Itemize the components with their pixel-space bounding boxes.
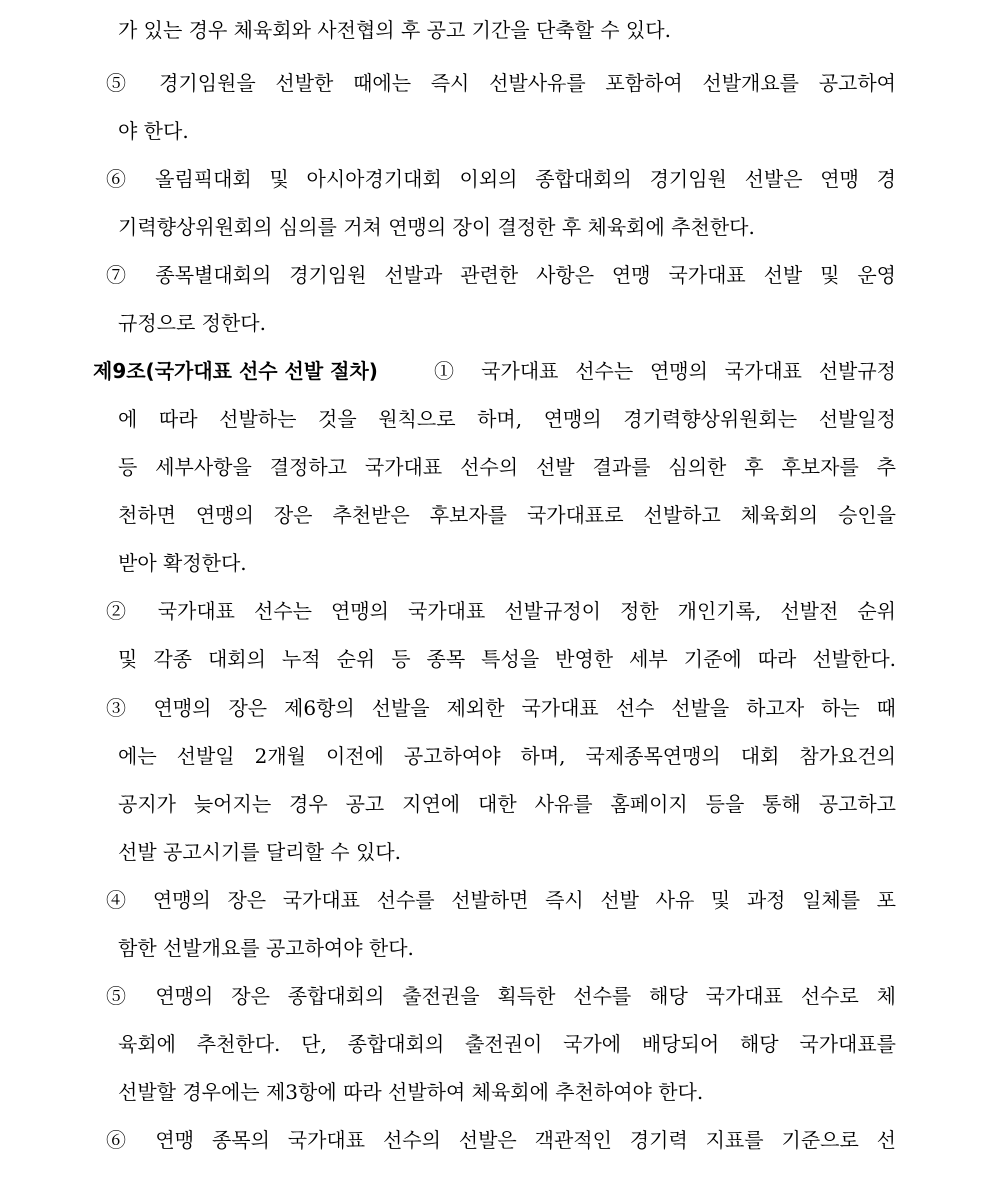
paragraph-7-line: ⑦ 종목별대회의 경기임원 선발과 관련한 사항은 연맹 국가대표 선발 및 운영 — [106, 263, 896, 287]
article-9-paragraph-4-line: ④ 연맹의 장은 국가대표 선수를 선발하면 즉시 선발 사유 및 과정 일체를 포 — [106, 888, 896, 912]
paragraph-5-line: ⑤ 경기임원을 선발한 때에는 즉시 선발사유를 포함하여 선발개요를 공고하여 — [106, 71, 896, 95]
text-line: 및 각종 대회의 누적 순위 등 종목 특성을 반영한 세부 기준에 따라 선발한다. — [118, 647, 896, 671]
paragraph-6-line: ⑥ 올림픽대회 및 아시아경기대회 이외의 종합대회의 경기임원 선발은 연맹 경 — [106, 167, 896, 191]
text-line: 에 따라 선발하는 것을 원칙으로 하며, 연맹의 경기력향상위원회는 선발일정 — [118, 407, 896, 431]
text-line: 받아 확정한다. — [118, 551, 247, 575]
article-9-heading: 제9조(국가대표 선수 선발 절차) — [93, 359, 378, 383]
text-line: 규정으로 정한다. — [118, 311, 266, 335]
article-9-paragraph-2-line: ② 국가대표 선수는 연맹의 국가대표 선발규정이 정한 개인기록, 선발전 순위 — [106, 599, 896, 623]
article-9-paragraph-5-line: ⑤ 연맹의 장은 종합대회의 출전권을 획득한 선수를 해당 국가대표 선수로 체 — [106, 984, 896, 1008]
article-9-paragraph-6-line: ⑥ 연맹 종목의 국가대표 선수의 선발은 객관적인 경기력 지표를 기준으로 선 — [106, 1128, 896, 1152]
text-line: 공지가 늦어지는 경우 공고 지연에 대한 사유를 홈페이지 등을 통해 공고하고 — [118, 792, 896, 816]
text-line: 천하면 연맹의 장은 추천받은 후보자를 국가대표로 선발하고 체육회의 승인을 — [118, 503, 896, 527]
text-line: 에는 선발일 2개월 이전에 공고하여야 하며, 국제종목연맹의 대회 참가요건의 — [118, 744, 896, 768]
text-line: 함한 선발개요를 공고하여야 한다. — [118, 936, 414, 960]
text-line: 등 세부사항을 결정하고 국가대표 선수의 선발 결과를 심의한 후 후보자를 추 — [118, 455, 896, 479]
text-line: 육회에 추천한다. 단, 종합대회의 출전권이 국가에 배당되어 해당 국가대표를 — [118, 1032, 896, 1056]
text-line: 선발할 경우에는 제3항에 따라 선발하여 체육회에 추천하여야 한다. — [118, 1080, 704, 1104]
text-line: 야 한다. — [118, 119, 189, 143]
text-line: 기력향상위원회의 심의를 거쳐 연맹의 장이 결정한 후 체육회에 추천한다. — [118, 215, 755, 239]
text-line: 선발 공고시기를 달리할 수 있다. — [118, 840, 401, 864]
article-9-paragraph-1-line: ① 국가대표 선수는 연맹의 국가대표 선발규정 — [434, 359, 896, 383]
article-9-paragraph-3-line: ③ 연맹의 장은 제6항의 선발을 제외한 국가대표 선수 선발을 하고자 하는 때 — [106, 696, 896, 720]
text-line: 가 있는 경우 체육회와 사전협의 후 공고 기간을 단축할 수 있다. — [118, 18, 671, 42]
